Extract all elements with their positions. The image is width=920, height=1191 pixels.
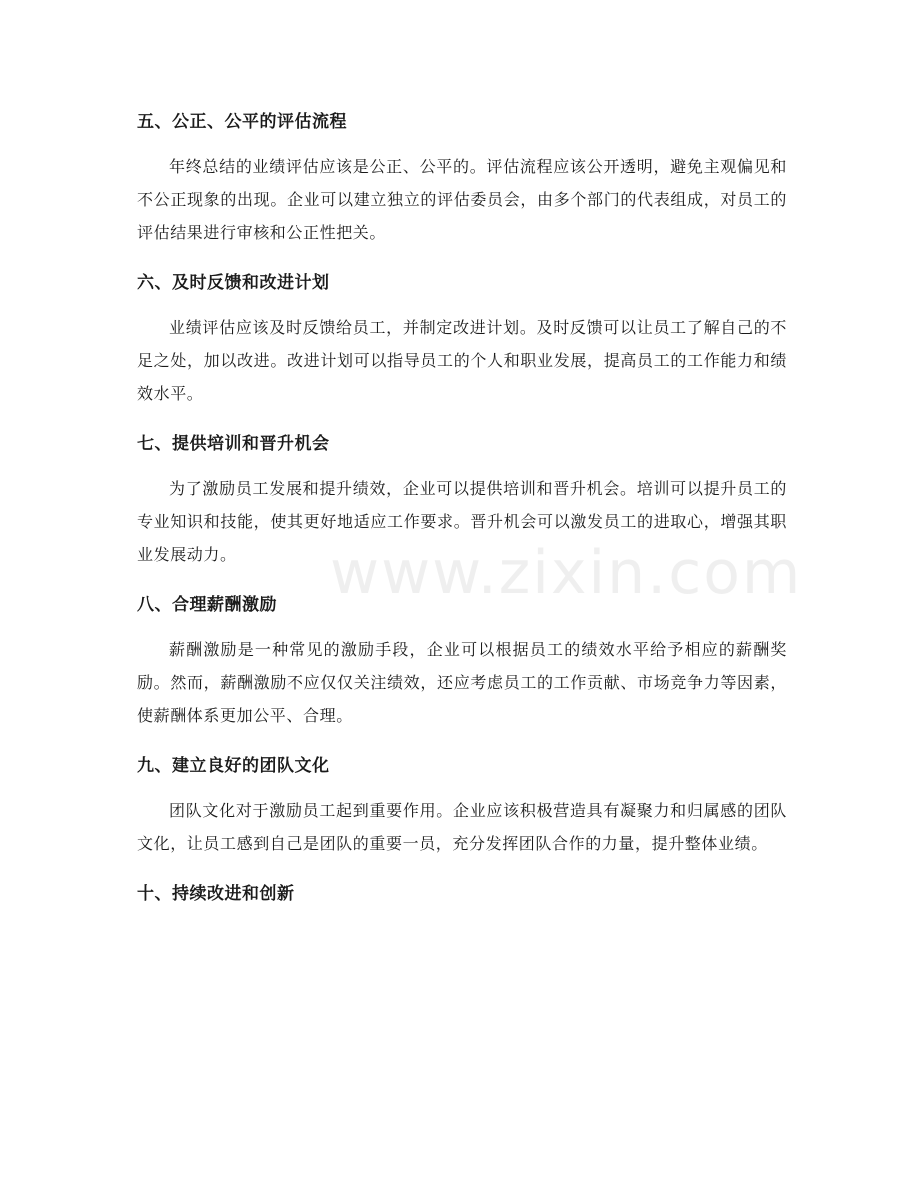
document-content [137, 106, 787, 922]
section-heading-6: 六、及时反馈和改进计划 [137, 273, 330, 293]
watermark-text: www.zixin.com [330, 538, 803, 608]
section-body-9: 团队文化对于激励员工起到重要作用。企业应该积极营造具有凝聚力和归属感的团队文化，让员工感到自己是团队的重要一员，充分发挥团队合作的力量，提升整体业绩。 [137, 801, 787, 853]
section-heading-9: 九、建立良好的团队文化 [137, 756, 330, 776]
section-heading-8: 八、合理薪酬激励 [137, 595, 277, 615]
section-heading-10: 十、持续改进和创新 [137, 884, 295, 904]
section-body-7: 为了激励员工发展和提升绩效，企业可以提供培训和晋升机会。培训可以提升员工的专业知识和技能，使其更好地适应工作要求。晋升机会可以激发员工的进取心，增强其职业发展动力。 [137, 479, 787, 564]
section-heading-5: 五、公正、公平的评估流程 [137, 112, 347, 132]
section-heading-7: 七、提供培训和晋升机会 [137, 434, 330, 454]
section-body-8: 薪酬激励是一种常见的激励手段，企业可以根据员工的绩效水平给予相应的薪酬奖励。然而，薪酬激励不应仅仅关注绩效，还应考虑员工的工作贡献、市场竞争力等因素，使薪酬体系更加公平、合理。 [137, 640, 787, 725]
section-body-5: 年终总结的业绩评估应该是公正、公平的。评估流程应该公开透明，避免主观偏见和不公正现象的出现。企业可以建立独立的评估委员会，由多个部门的代表组成，对员工的评估结果进行审核和公正性把关。 [137, 157, 787, 242]
section-body-6: 业绩评估应该及时反馈给员工，并制定改进计划。及时反馈可以让员工了解自己的不足之处，加以改进。改进计划可以指导员工的个人和职业发展，提高员工的工作能力和绩效水平。 [137, 318, 787, 403]
